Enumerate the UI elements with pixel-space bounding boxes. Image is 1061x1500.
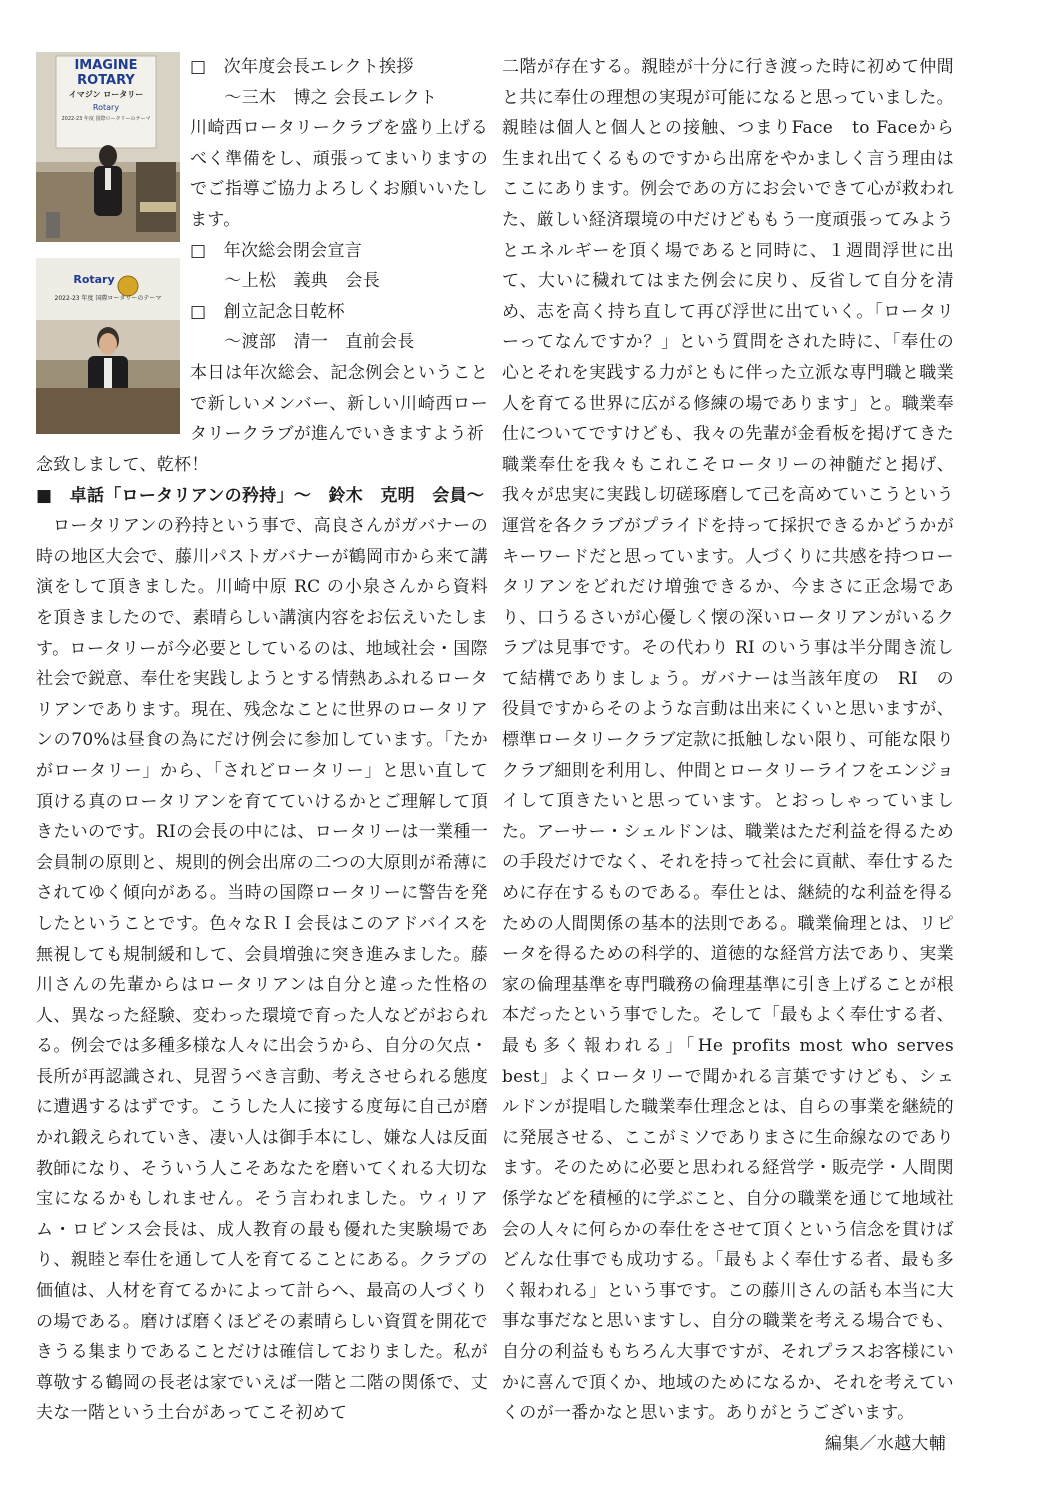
- left-column-body: [36, 450, 488, 1429]
- speaker-past-president: ～渡部 清一 直前会長: [207, 332, 415, 353]
- photo-toast: [36, 258, 180, 434]
- sign-rotary: ROTARY: [77, 73, 135, 88]
- sign-theme: 2022-23 年度 国際ロータリーのテーマ: [61, 116, 151, 122]
- item-president-elect-greeting: □ 次年度会長エレクト挨拶: [190, 57, 414, 77]
- sign-rotary-small: Rotary: [92, 103, 120, 112]
- item-closing-declaration: □ 年次総会閉会宣言: [190, 240, 363, 261]
- right-column-body: [502, 52, 954, 1459]
- item-anniversary-toast: □ 創立記念日乾杯: [190, 301, 345, 322]
- sign-imagine-jp: イマジン ロータリー: [68, 90, 144, 99]
- sign-imagine: IMAGINE: [74, 58, 138, 73]
- editor-credit: 編集／水越大輔: [824, 1433, 946, 1454]
- banner-rotary: Rotary: [73, 273, 115, 286]
- speaker-president: ～上松 義典 会長: [207, 271, 380, 292]
- toast-message: 本日は年次総会、記念例会ということで新しいメンバー、新しい川崎西ロータリークラブが進んでいきますよう祈: [190, 362, 488, 445]
- talk-body-left: ロータリアンの矜持という事で、高良さんがガバナーの時の地区大会で、藤川パストガバナーが鶴岡市から来て講演をして頂きました。川崎中原 RC の小泉さんから資料を頂きましたので、素晴らしい講演内容をお伝えいたします。ロータリーが今必要としているのは、地域社会・国際社会で鋭意、奉仕を実践しようとする情熱あふれるロータリアンであります。現在、残念なことに世界のロータリアンの70%は昼食の為にだけ例会に参加しています。「たかがロータリー」から、「されどロータリー」と思い直して頂ける真のロータリアンを育てていけるかとご理解して頂きたいのです。RIの会長の中には、ロータリーは一業種一会員制の原則と、規則的例会出席の二つの大原則が希薄にされてゆく傾向がある。当時の国際ロータリーに警告を発したということです。色々なＲＩ会長はこのアドバイスを無視しても規制緩和して、会員増強に突き進みました。藤川さんの先輩からはロータリアンは自分と違った性格の人、異なった経験、変わった環境で育った人などがおられる。例会では多種多様な人々に出会うから、自分の欠点・長所が再認識され、見習うべき言動、考えさせられる態度に遭遇するはずです。こうした人に接する度毎に自己が磨かれ鍛えられていき、凄い人は御手本にし、嫌な人は反面教師になり、そういう人こそあなたを磨いてくれる大切な宝になるかもしれません。そう言われました。ウィリアム・ロビンス会長は、成人教育の最も優れた実験場であり、親睦と奉仕を通して人を育てることにある。クラブの価値は、人材を育てるかによって計らへ、最高の人づくりの場である。磨けば磨くほどその素晴らしい資質を開花できうる集まりであることだけは確信しておりました。私が尊敬する鶴岡の長老は家でいえば一階と二階の関係で、丈夫な一階という土台があってこそ初めて: [36, 516, 488, 1424]
- president-elect-message: 川崎西ロータリークラブを盛り上げるべく準備をし、頑張ってまいりますのでご指導ご協力よろしくお願いいたします。: [190, 118, 488, 230]
- banner-theme: 2022-23 年度 国際ロータリーのテーマ: [54, 295, 162, 302]
- speaker-president-elect: ～三木 博之 会長エレクト: [207, 87, 438, 108]
- talk-heading: ■ 卓話「ロータリアンの矜持」～ 鈴木 克明 会員～: [36, 485, 485, 506]
- toast-message-end: 念致しまして、乾杯！: [36, 455, 209, 475]
- intro-block: [190, 52, 488, 450]
- talk-body-right: 二階が存在する。親睦が十分に行き渡った時に初めて仲間と共に奉仕の理想の実現が可能になると思っていました。親睦は個人と個人との接触、つまりFace to Faceから生まれ出てくるものですから出席をやかましく言う理由はここにあります。例会であの方にお会いできて心が救われた、厳しい経済環境の中だけどももう一度頑張ってみようとエネルギーを頂く場であると同時に、１週間浮世に出て、大いに穢れてはまた例会に戻り、反省して自分を清め、志を高く持ち直して再び浮世に出ていく。「ロータリーってなんですか？」という質問をされた時に、「奉仕の心とそれを実践する力がともに伴った立派な専門職と職業人を育てる世界に広がる修練の場であります」と。職業奉仕についてですけども、我々の先輩が金看板を掲げてきた職業奉仕を我々もこれこそロータリーの神髄だと掲げ、我々が忠実に実践し切磋琢磨して己を高めていこうという運営を各クラブがプライドを持って採択できるかどうかがキーワードだと思っています。人づくりに共感を持つロータリアンをどれだけ増強できるか、今まさに正念場であり、口うるさいが心優しく懐の深いロータリアンがいるクラブは見事です。その代わり RI のいう事は半分聞き流して結構でありましょう。ガバナーは当該年度の RI の役員ですからそのような言動は出来にくいと思いますが、標準ロータリークラブ定款に抵触しない限り、可能な限りクラブ細則を利用し、仲間とロータリーライフをエンジョイして頂きたいと思っています。とおっしゃっていました。アーサー・シェルドンは、職業はただ利益を得るための手段だけでなく、それを持って社会に貢献、奉仕するために存在するものである。奉仕とは、継続的な利益を得るための人間関係の基本的法則である。職業倫理とは、リピータを得るための科学的、道徳的な経営方法であり、実業家の倫理基準を専門職務の倫理基準に引き上げることが根本だったという事でした。そして「最もよく奉仕する者、最も多く報われる」「He profits most who serves best」よくロータリーで聞かれる言葉ですけども、シェルドンが提唱した職業奉仕理念とは、自らの事業を継続的に発展させる、ここがミソでありまさに生命線なのであります。そのために必要と思われる経営学・販売学・人間関係学などを積極的に学ぶこと、自分の職業を通じて地域社会の人々に何らかの奉仕をさせて頂くという信念を貫けばどんな仕事でも成功する。「最もよく奉仕する者、最も多く報われる」という事です。この藤川さんの話も本当に大事な事だなと思いますし、自分の職業を考える場合でも、自分の利益ももちろん大事ですが、それプラスお客様にいかに喜んで頂くか、地域のためになるか、それを考えていくのが一番かなと思います。ありがとうございます。: [502, 57, 954, 1424]
- photo-president-elect: [36, 52, 180, 242]
